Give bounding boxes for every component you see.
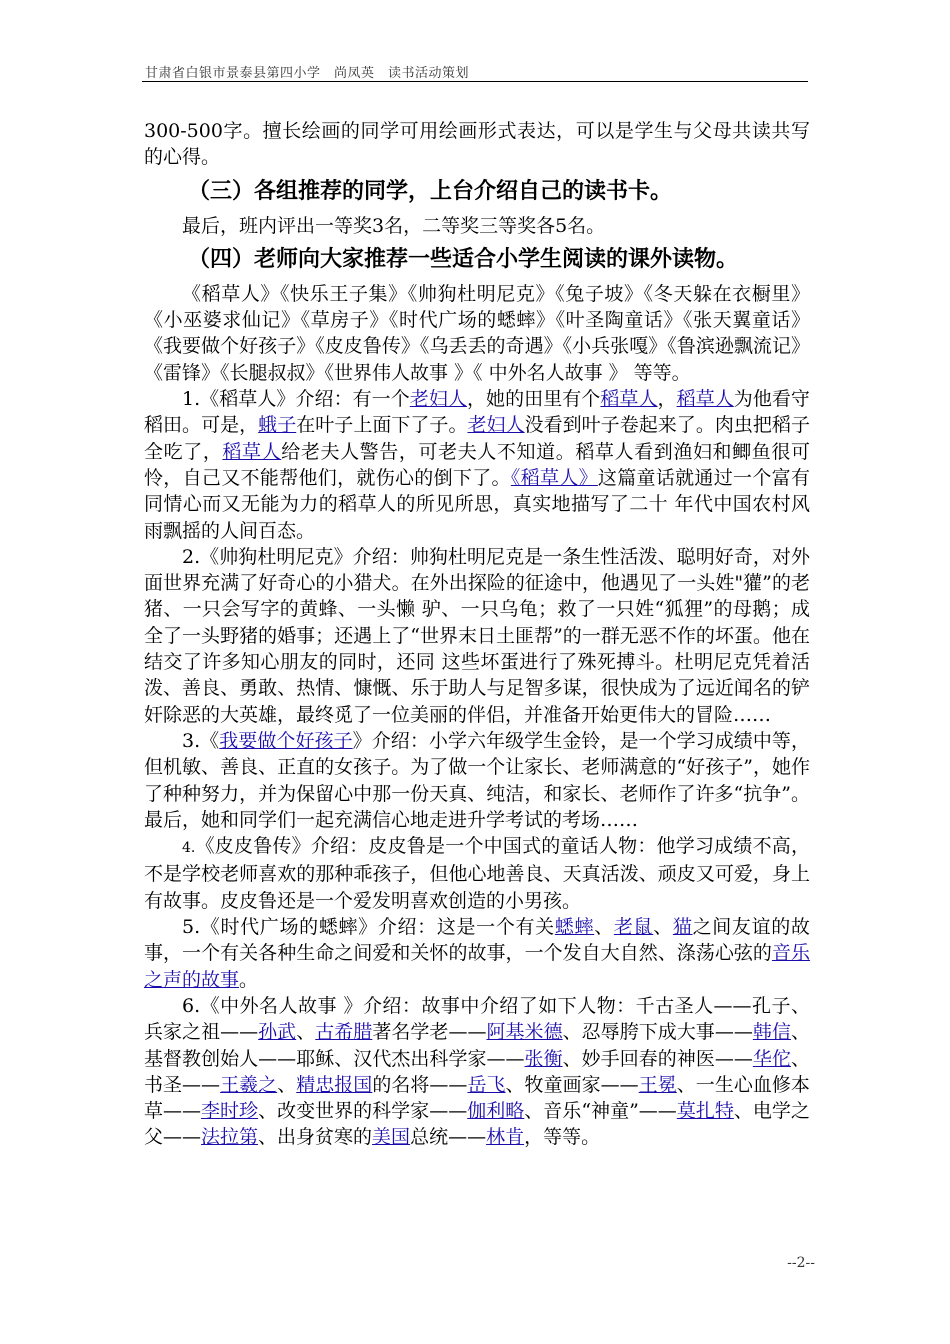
link-hua-tuo[interactable]: 华佗 (752, 1047, 791, 1070)
link-li-shizhen[interactable]: 李时珍 (201, 1100, 259, 1123)
text: 、 (296, 1021, 316, 1044)
text: 6.《中外名人故事 》介绍：故事中介绍了如下人物：千古圣人——孔子、兵家之祖—— (144, 994, 810, 1044)
book-intro-4 (144, 833, 810, 914)
section-heading-3: （三）各组推荐的同学，上台介绍自己的读书卡。 (188, 178, 673, 204)
header-rule (142, 81, 808, 82)
text: 、 (653, 916, 673, 939)
text: ， (657, 388, 677, 411)
link-sun-wu[interactable]: 孙武 (258, 1021, 297, 1044)
book-intro-2: 2.《帅狗杜明尼克》介绍：帅狗杜明尼克是一条生性活泼、聪明好奇，对外面世界充满了好奇心的小猎犬。在外出探险的征途中，他遇见了一头姓"獾”的老猪、一只会写字的黄蜂、一头懒 驴、一只乌龟；救了一只姓“狐狸”的母鹅；成全了一头野猪的婚事；还遇上了“世界末日土匪帮”的一群无恶不作的坏蛋。他在结交了许多知心朋友的同时，还同 这些坏蛋进行了殊死搏斗。杜明尼克凭着活泼、善良、勇敢、热情、慷慨、乐于助人与足智多谋，很快成为了远近闻名的铲奸除恶的大英雄，最终觅了一位美丽的伴侣，并准备开始更伟大的冒险…… (144, 545, 810, 726)
link-ancient-greece[interactable]: 古希腊 (315, 1021, 373, 1044)
text: 为他看守稻田。可是， (144, 388, 810, 437)
link-jingzhong-baoguo[interactable]: 精忠报国 (296, 1073, 373, 1096)
link-mozart[interactable]: 莫扎特 (676, 1100, 734, 1123)
text: 、牧童画家—— (505, 1073, 639, 1096)
book-intro-6 (144, 993, 810, 1151)
text: 、基督教创始人——耶稣、汉代杰出科学家—— (144, 1021, 810, 1070)
book-intro-5 (144, 914, 810, 993)
link-wang-mian[interactable]: 王冕 (638, 1073, 677, 1096)
text: 、出身贫寒的 (258, 1126, 373, 1149)
text: 《皮皮鲁传》介绍：皮皮鲁是一个中国式的童话人物：他学习成绩不高，不是学校老师喜欢的那种乖孩子，但他心地善良、天真活泼、顽皮又可爱，身上有故事。皮皮鲁还是一个爱发明喜欢创造的小男孩。 (144, 835, 810, 912)
text: ，她的田里有个 (466, 388, 601, 411)
link-old-woman[interactable]: 老妇人 (467, 414, 525, 437)
book-list: 《稻草人》《快乐王子集》《帅狗杜明尼克》《兔子坡》《冬天躲在衣橱里》《小巫婆求仙记》《草房子》《时代广场的蟋蟀》《叶圣陶童话》《张天翼童话》《我要做个好孩子》《皮皮鲁传》《乌丢丢的奇遇》《小兵张嘎》《鲁滨逊飘流记》《雷锋》《长腿叔叔》《世界伟人故事 》《 中外名人故事 》 等等。 (144, 282, 810, 384)
text: 之间友谊的故事，一个有关各种生命之间爱和关怀的故事，一个发自大自然、涤荡心弦的 (144, 916, 810, 965)
text: 在叶子上面下了子。 (296, 414, 468, 437)
text: 3.《 (182, 729, 220, 752)
text: 5.《时代广场的蟋蟀》介绍：这是一个有关 (182, 916, 555, 939)
text: 、 (594, 916, 614, 939)
link-galileo[interactable]: 伽利略 (467, 1100, 525, 1123)
text: 、书圣—— (144, 1047, 810, 1096)
book-intro-3 (144, 728, 810, 833)
link-mouse[interactable]: 老鼠 (613, 916, 654, 939)
link-cat[interactable]: 猫 (672, 916, 693, 939)
text: 》介绍：小学六年级学生金铃，是一个学习成绩中等，但机敏、善良、正直的女孩子。为了做一个让家长、老师满意的“好孩子”，她作了种种努力，并为保留心中那一份天真、纯洁，和家长、老师作了许多“抗争”。最后，她和同学们一起充满信心地走进升学考试的考场…… (144, 729, 810, 831)
text: 没看到叶子卷起来了。肉虫把稻子全吃了， (144, 414, 810, 463)
text: 给老夫人警告，可老夫人不知道。稻草人看到渔妇和鲫鱼很可怜，自己又不能帮他们，就伤心的倒下了。 (144, 440, 810, 489)
link-moth[interactable]: 蛾子 (258, 414, 297, 437)
book-intro-1 (144, 386, 810, 544)
link-scarecrow[interactable]: 稻草人 (676, 388, 734, 411)
text: 著名学老—— (372, 1021, 487, 1044)
text: 、忍辱胯下成大事—— (562, 1021, 753, 1044)
link-cricket[interactable]: 蟋蟀 (554, 916, 595, 939)
link-scarecrow[interactable]: 稻草人 (222, 440, 282, 463)
text: 1.《稻草人》介绍：有一个 (182, 388, 410, 411)
text: 、电学之父—— (144, 1100, 810, 1149)
link-han-xin[interactable]: 韩信 (752, 1021, 791, 1044)
link-yue-fei[interactable]: 岳飞 (467, 1073, 506, 1096)
text: 、一生心血修本草—— (144, 1073, 810, 1123)
link-sound-of-music[interactable]: 音乐之声的故事 (144, 942, 810, 991)
link-zhang-heng[interactable]: 张衡 (524, 1047, 563, 1070)
link-usa[interactable]: 美国 (372, 1126, 411, 1149)
text: 、妙手回春的神医—— (562, 1047, 753, 1070)
link-good-child[interactable]: 我要做个好孩子 (219, 729, 353, 752)
link-faraday[interactable]: 法拉第 (201, 1126, 259, 1149)
text: 。 (239, 968, 259, 991)
text: 的名将—— (372, 1073, 468, 1096)
page-header: 甘肃省白银市景泰县第四小学 尚凤英 读书活动策划 (145, 66, 470, 81)
link-old-woman[interactable]: 老妇人 (409, 388, 467, 411)
link-archimedes[interactable]: 阿基米德 (486, 1021, 563, 1044)
awards-paragraph: 最后，班内评出一等奖3名，二等奖三等奖各5名。 (182, 214, 606, 237)
text: 总统—— (410, 1126, 487, 1149)
link-wang-xizhi[interactable]: 王羲之 (220, 1073, 278, 1096)
item-number: 4. (182, 840, 196, 857)
text: 这篇童话就通过一个富有同情心而又无能为力的稻草人的所见所思，真实地描写了二十 年代中国农村风雨飘摇的人间百态。 (144, 466, 810, 542)
text: 、音乐“神童”—— (524, 1100, 677, 1123)
text: ，等等。 (524, 1126, 601, 1149)
intro-paragraph: 300-500字。擅长绘画的同学可用绘画形式表达，可以是学生与父母共读共写的心得。 (144, 120, 810, 169)
link-scarecrow[interactable]: 稻草人 (600, 388, 658, 411)
page-number: --2-- (787, 1255, 815, 1271)
link-scarecrow-book[interactable]: 《稻草人》 (510, 466, 598, 489)
document-body (144, 118, 810, 1151)
link-lincoln[interactable]: 林肯 (486, 1126, 525, 1149)
text: 、 (277, 1073, 297, 1096)
section-heading-4: （四）老师向大家推荐一些适合小学生阅读的课外读物。 (188, 246, 739, 272)
text: 、改变世界的科学家—— (258, 1100, 468, 1123)
